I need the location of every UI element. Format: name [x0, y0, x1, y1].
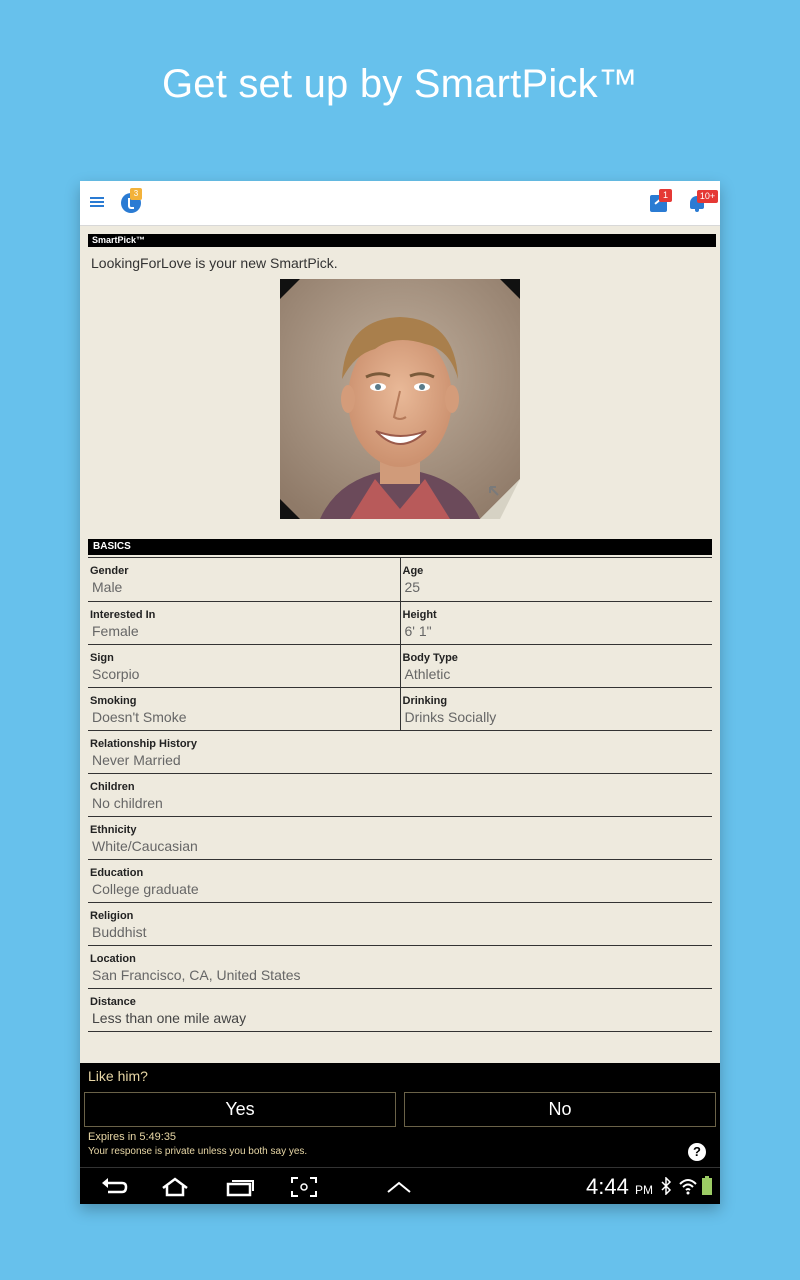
notifications-badge: 10+: [697, 190, 718, 203]
field-cell: [88, 731, 712, 773]
expand-photo-icon[interactable]: [480, 479, 520, 519]
field-value: Buddhist: [92, 924, 147, 940]
field-value: No children: [92, 795, 163, 811]
bluetooth-icon: [660, 1177, 672, 1195]
field-religion: [88, 903, 712, 946]
field-label: Drinking: [402, 695, 448, 707]
field-height: [400, 602, 713, 644]
app-bar: [80, 181, 720, 226]
field-interested-in: [88, 602, 400, 644]
wifi-icon: [678, 1176, 698, 1196]
field-label: Children: [90, 781, 135, 793]
field-label: Interested In: [90, 609, 156, 621]
field-cell: [88, 946, 712, 988]
device-screen: [80, 181, 720, 1204]
field-label: Sign: [90, 652, 114, 664]
field-label: Distance: [90, 996, 136, 1008]
field-value: Female: [92, 623, 139, 639]
field-smoking: [88, 688, 400, 730]
headline: Get set up by SmartPick™: [161, 62, 639, 106]
field-value: Never Married: [92, 752, 181, 768]
field-cell: [88, 774, 712, 816]
field-label: Relationship History: [90, 738, 197, 750]
field-label: Location: [90, 953, 136, 965]
field-value: 25: [404, 579, 421, 595]
clock-ampm: PM: [634, 1183, 653, 1197]
help-icon[interactable]: ?: [688, 1143, 706, 1161]
field-cell: [88, 989, 712, 1031]
photo-corner-top-left: [280, 279, 300, 299]
home-icon[interactable]: [160, 1176, 190, 1198]
system-nav-bar: [80, 1167, 720, 1204]
field-value: Doesn't Smoke: [92, 709, 187, 725]
field-distance: [88, 989, 712, 1032]
field-value: Scorpio: [92, 666, 140, 682]
field-ethnicity: [88, 817, 712, 860]
field-value: 6' 1": [404, 623, 432, 639]
field-label: Body Type: [402, 652, 458, 664]
field-row: [88, 645, 712, 688]
field-value: White/Caucasian: [92, 838, 198, 854]
field-relationship-history: [88, 731, 712, 774]
like-question: Like him?: [88, 1068, 148, 1084]
chevron-up-icon[interactable]: [386, 1180, 412, 1194]
messages-badge: 1: [659, 189, 672, 202]
recent-apps-icon[interactable]: [226, 1177, 254, 1197]
photo-corner-top-right: [500, 279, 520, 299]
privacy-note: Your response is private unless you both say yes.: [88, 1146, 308, 1157]
field-label: Religion: [90, 910, 134, 922]
back-icon[interactable]: [100, 1177, 128, 1197]
field-value: Athletic: [404, 666, 451, 682]
field-label: Education: [90, 867, 144, 879]
field-value: Male: [92, 579, 123, 595]
screenshot-icon[interactable]: [290, 1176, 318, 1198]
field-cell: [88, 817, 712, 859]
field-cell: [88, 860, 712, 902]
field-label: Height: [402, 609, 437, 621]
field-value: San Francisco, CA, United States: [92, 967, 301, 983]
field-sign: [88, 645, 400, 687]
field-row: [88, 688, 712, 731]
field-education: [88, 860, 712, 903]
status-clock: [586, 1174, 653, 1200]
field-drinking: [400, 688, 713, 730]
field-body-type: [400, 645, 713, 687]
field-value: College graduate: [92, 881, 199, 897]
like-action-panel: [80, 1063, 720, 1167]
smartpick-section-title: SmartPick™: [88, 234, 716, 247]
field-age: [400, 558, 713, 601]
field-label: Ethnicity: [90, 824, 137, 836]
yes-button[interactable]: Yes: [84, 1092, 396, 1127]
field-location: [88, 946, 712, 989]
basics-fields: [88, 557, 712, 1032]
battery-icon: [701, 1176, 713, 1196]
field-children: [88, 774, 712, 817]
smartpick-intro: LookingForLove is your new SmartPick.: [91, 255, 338, 271]
expires-timer: Expires in 5:49:35: [88, 1131, 177, 1143]
field-row: [88, 557, 712, 602]
clock-time: 4:44: [586, 1174, 629, 1199]
photo-corner-bottom-left: [280, 499, 300, 519]
basics-section-title: BASICS: [88, 539, 712, 555]
menu-icon[interactable]: [90, 197, 104, 209]
field-value: Drinks Socially: [404, 709, 497, 725]
field-gender: [88, 558, 400, 601]
profile-photo[interactable]: [280, 279, 520, 519]
field-cell: [88, 903, 712, 945]
field-value: Less than one mile away: [92, 1010, 247, 1026]
field-label: Gender: [90, 565, 129, 577]
field-label: Smoking: [90, 695, 137, 707]
logo-badge: 3: [130, 188, 142, 200]
no-button[interactable]: No: [404, 1092, 716, 1127]
field-row: [88, 602, 712, 645]
field-label: Age: [402, 565, 424, 577]
